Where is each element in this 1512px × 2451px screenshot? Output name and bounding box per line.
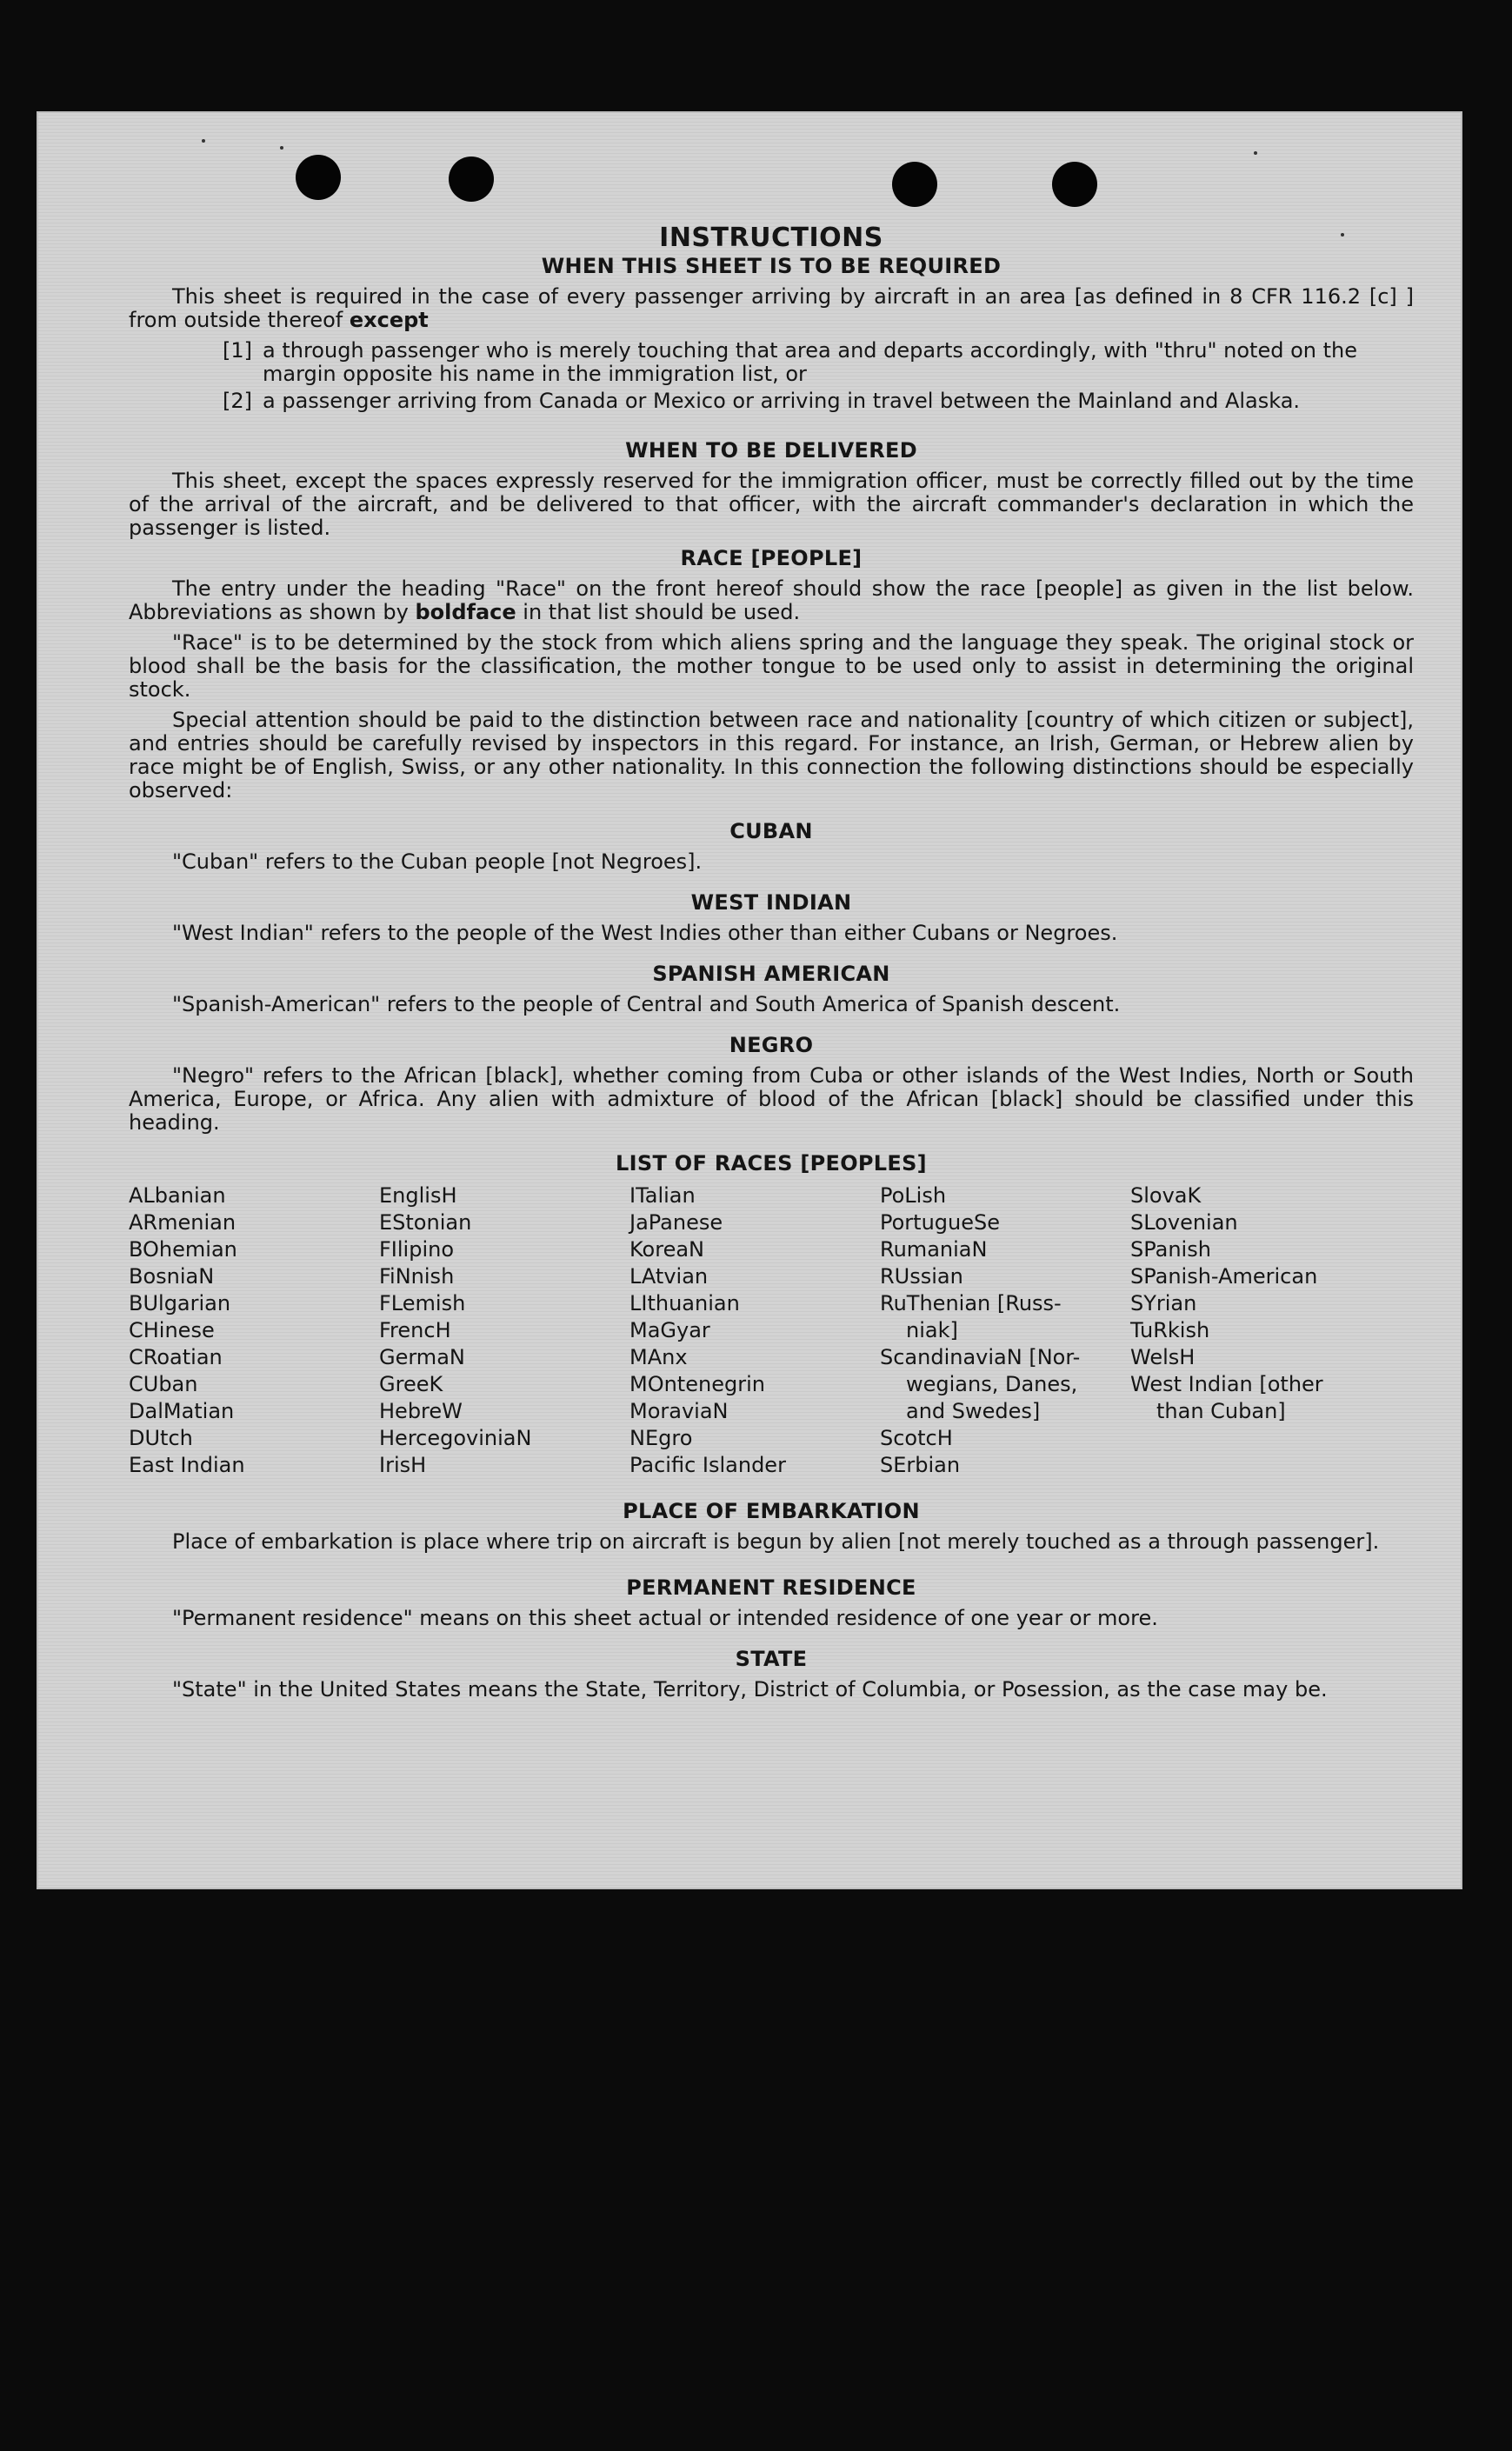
race-entry-continuation: niak]	[906, 1318, 958, 1342]
race-entry: IrisH	[379, 1453, 427, 1477]
state-text: "State" in the United States means the State, Territory, District of Columbia, or Posession, as the case may be.	[172, 1677, 1328, 1702]
exception-item	[223, 390, 1414, 413]
races-column-2	[379, 1182, 629, 1479]
race-entry: CRoatian	[129, 1345, 223, 1369]
exception-text: a through passenger who is merely touching that area and departs accordingly, with "thru" noted on the margin opposite his name in the immigration list, or	[263, 338, 1357, 386]
cuban-text: "Cuban" refers to the Cuban people [not Negroes].	[172, 849, 703, 874]
heading-embarkation: PLACE OF EMBARKATION	[623, 1499, 920, 1523]
race-entry: MaGyar	[629, 1318, 710, 1342]
race-entry: JaPanese	[629, 1210, 723, 1235]
race-entry: SYrian	[1130, 1291, 1197, 1315]
exception-text: a passenger arriving from Canada or Mexico or arriving in travel between the Mainland and Alaska.	[263, 389, 1301, 413]
races-column-1	[129, 1182, 379, 1479]
race-entry: BOhemian	[129, 1237, 237, 1262]
race-entry: LIthuanian	[629, 1291, 740, 1315]
dust-speck	[280, 146, 283, 150]
exception-item	[223, 339, 1414, 386]
race-entry: FIlipino	[379, 1237, 455, 1262]
race-entry: ITalian	[629, 1183, 696, 1208]
race-p1-bold: boldface	[415, 600, 516, 624]
embarkation-text: Place of embarkation is place where trip on aircraft is begun by alien [not merely touched as a through passenger].	[172, 1529, 1380, 1554]
instructions-content	[129, 223, 1414, 1708]
document-sheet	[37, 111, 1462, 1889]
race-p1-end: in that list should be used.	[516, 600, 801, 624]
race-p1-start: The entry under the heading "Race" on the front hereof should show the race [people] as given in the list below. Abbreviations as shown by	[129, 576, 1414, 624]
heading-spanish-american: SPANISH AMERICAN	[652, 962, 890, 986]
race-entry: MAnx	[629, 1345, 688, 1369]
race-entry: EnglisH	[379, 1183, 457, 1208]
race-entry: ScotcH	[880, 1426, 953, 1450]
race-entry-continuation: wegians, Danes,	[906, 1372, 1078, 1396]
race-entry: NEgro	[629, 1426, 693, 1450]
race-entry: MOntenegrin	[629, 1372, 765, 1396]
race-entry: HercegoviniaN	[379, 1426, 532, 1450]
race-entry: FrencH	[379, 1318, 451, 1342]
race-entry: West Indian [other	[1130, 1372, 1323, 1396]
race-entry: MoraviaN	[629, 1399, 729, 1423]
when-required-text-start: This sheet is required in the case of every passenger arriving by aircraft in an area [as defined in 8 CFR 116.2 [c] ] from outside thereof	[129, 284, 1414, 332]
race-entry: RuThenian [Russ-	[880, 1291, 1062, 1315]
race-paragraph-1	[129, 577, 1414, 624]
when-required-text	[129, 285, 1414, 332]
race-entry: CHinese	[129, 1318, 215, 1342]
race-entry: East Indian	[129, 1453, 245, 1477]
races-column-3	[629, 1182, 880, 1479]
west-indian-text: "West Indian" refers to the people of the West Indies other than either Cubans or Negroes.	[172, 921, 1118, 945]
race-entry: CUban	[129, 1372, 198, 1396]
race-entry: PortugueSe	[880, 1210, 1000, 1235]
exception-number: [1]	[223, 338, 252, 363]
heading-races-list: LIST OF RACES [PEOPLES]	[616, 1151, 927, 1176]
race-entry: WelsH	[1130, 1345, 1196, 1369]
race-entry: LAtvian	[629, 1264, 709, 1289]
race-entry: EStonian	[379, 1210, 472, 1235]
punch-hole	[892, 162, 937, 207]
race-entry: SLovenian	[1130, 1210, 1238, 1235]
race-entry: FiNnish	[379, 1264, 455, 1289]
races-column-5	[1130, 1182, 1414, 1479]
race-entry: RumaniaN	[880, 1237, 988, 1262]
heading-when-required: WHEN THIS SHEET IS TO BE REQUIRED	[541, 254, 1002, 278]
punch-hole	[1052, 162, 1097, 207]
when-required-text-bold: except	[349, 308, 429, 332]
punch-hole	[296, 155, 341, 200]
page-title: INSTRUCTIONS	[659, 223, 883, 253]
race-entry-continuation: than Cuban]	[1156, 1399, 1286, 1423]
race-paragraph-3: Special attention should be paid to the distinction between race and nationality [country of which citizen or subject], and entries should be carefully revised by inspectors in this regard. For instance, an Irish, German, or Hebrew alien by race might be of English, Swiss, or any other nationality. In this connection the following distinctions should be especially observed:	[129, 708, 1414, 803]
race-entry: HebreW	[379, 1399, 463, 1423]
spanish-american-text: "Spanish-American" refers to the people of Central and South America of Spanish descent.	[172, 992, 1121, 1016]
race-entry: SPanish-American	[1130, 1264, 1318, 1289]
race-paragraph-2: "Race" is to be determined by the stock from which aliens spring and the language they speak. The original stock or blood shall be the basis for the classification, the mother tongue to be used only to assist in determining the original stock.	[129, 630, 1414, 702]
race-entry: SErbian	[880, 1453, 961, 1477]
race-entry: DUtch	[129, 1426, 193, 1450]
heading-when-delivered: WHEN TO BE DELIVERED	[625, 438, 917, 463]
race-entry: ScandinaviaN [Nor-	[880, 1345, 1081, 1369]
residence-text: "Permanent residence" means on this sheet actual or intended residence of one year or more.	[172, 1606, 1158, 1630]
heading-negro: NEGRO	[729, 1033, 814, 1057]
race-entry: GermaN	[379, 1345, 465, 1369]
heading-state: STATE	[735, 1647, 808, 1671]
race-entry: FLemish	[379, 1291, 466, 1315]
race-entry: GreeK	[379, 1372, 443, 1396]
race-entry: BosniaN	[129, 1264, 215, 1289]
negro-text: "Negro" refers to the African [black], whether coming from Cuba or other islands of the West Indies, North or South America, Europe, or Africa. Any alien with admixture of blood of the African [black] should be classified under this heading.	[129, 1063, 1414, 1135]
race-entry: SlovaK	[1130, 1183, 1202, 1208]
heading-west-indian: WEST INDIAN	[690, 890, 852, 915]
heading-race: RACE [PEOPLE]	[680, 546, 863, 570]
races-column-4	[880, 1182, 1130, 1479]
race-entry: ARmenian	[129, 1210, 236, 1235]
punch-hole	[449, 157, 494, 202]
race-entry: Pacific Islander	[629, 1453, 786, 1477]
race-entry: PoLish	[880, 1183, 947, 1208]
races-list	[129, 1182, 1414, 1479]
dust-speck	[202, 139, 205, 143]
race-entry-continuation: and Swedes]	[906, 1399, 1041, 1423]
when-delivered-text: This sheet, except the spaces expressly reserved for the immigration officer, must be correctly filled out by the time of the arrival of the aircraft, and be delivered to that officer, with the aircraft commander's declaration in which the passenger is listed.	[129, 469, 1414, 540]
heading-cuban: CUBAN	[729, 819, 813, 843]
race-entry: TuRkish	[1130, 1318, 1210, 1342]
race-entry: ALbanian	[129, 1183, 226, 1208]
race-entry: SPanish	[1130, 1237, 1211, 1262]
heading-permanent-residence: PERMANENT RESIDENCE	[626, 1575, 916, 1600]
exception-number: [2]	[223, 389, 252, 413]
race-entry: KoreaN	[629, 1237, 704, 1262]
race-entry: RUssian	[880, 1264, 963, 1289]
dust-speck	[1254, 151, 1257, 155]
race-entry: DalMatian	[129, 1399, 235, 1423]
race-entry: BUlgarian	[129, 1291, 231, 1315]
